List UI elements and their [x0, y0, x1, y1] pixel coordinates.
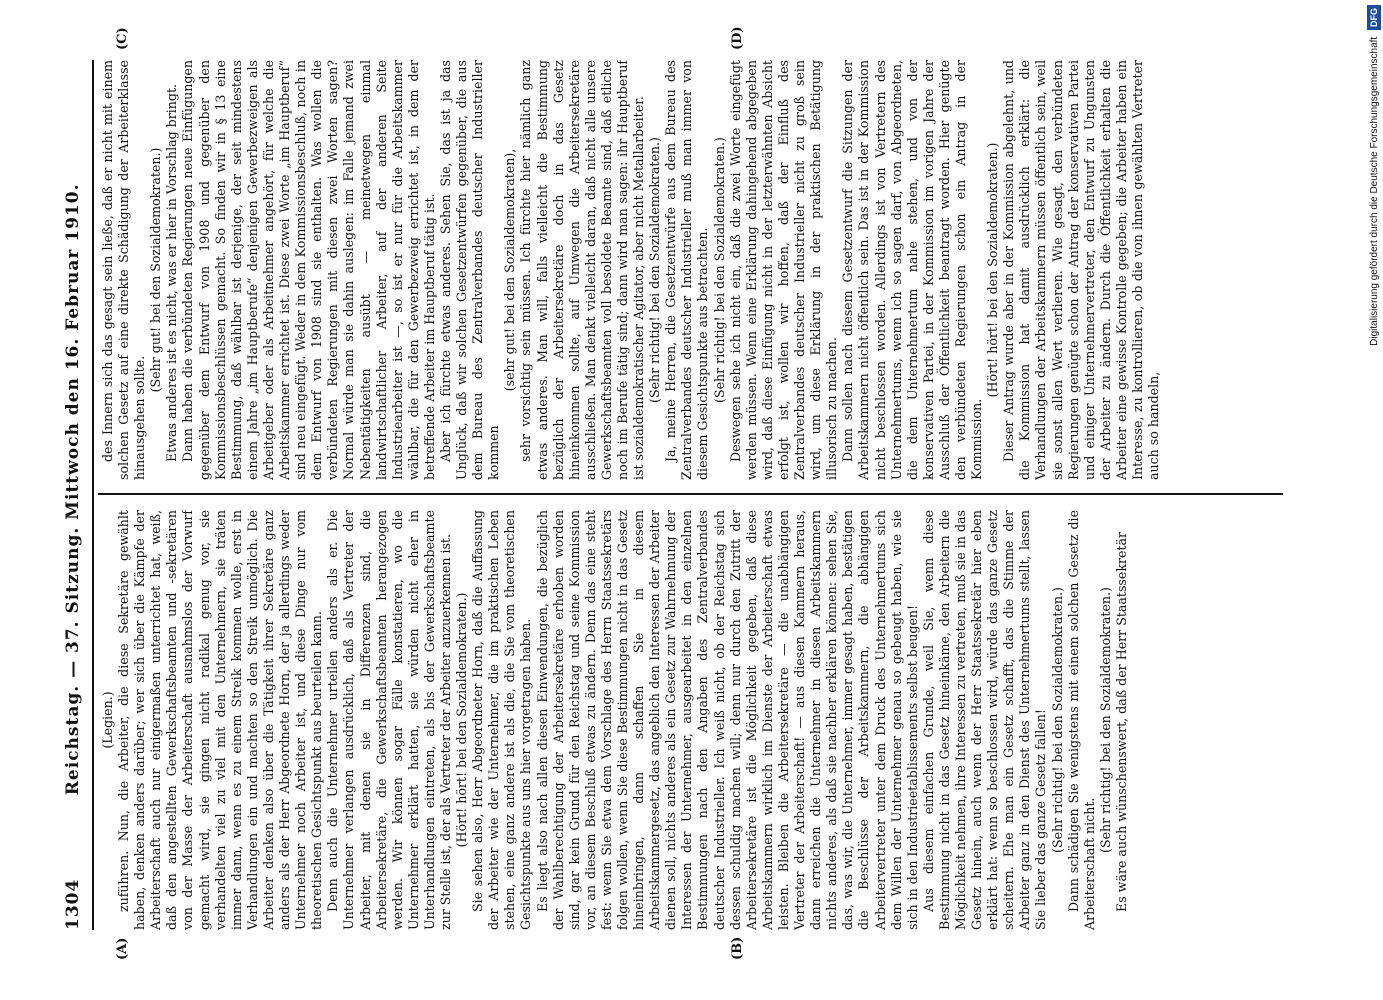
header-rule [92, 60, 94, 930]
paragraph: (Sehr richtig! bei den Sozialdemokraten.) [1097, 587, 1113, 853]
paragraph: Ja, meine Herren, die Gesetzentwürfe aus dem Bureau des Zentralverbandes deutscher Industrieller muß man immer von diesem Gesichtspunkte aus betrachten. [663, 60, 711, 480]
left-column [100, 510, 1280, 930]
page-header [55, 60, 91, 930]
paragraph: (Sehr gut! bei den Sozialdemokraten.) [148, 147, 164, 393]
digitization-footer [1367, 5, 1381, 995]
paragraph: Dieser Antrag wurde aber in der Kommission abgelehnt, und die Kommission hat damit ausdrücklich erklärt: die Verhandlungen der Arbeitskammern müssen öffentlich sein, weil sie sonst allen Wert verlieren. Wie gesagt, den verbündeten Regierungen genügte schon der Antrag der konservativen Partei und einiger Unternehmervertreter, den Entwurf zu Ungunsten der Arbeiter zu ändern. Durch die Öffentlichkeit erhalten die Arbeiter eine gewisse Kontrolle gegeben; die Arbeiter haben ein Interesse, zu kontrollieren, ob die von ihnen gewählten Vertreter auch so handeln, [1001, 60, 1162, 480]
paragraph: (Sehr richtig! bei den Sozialdemokraten.) [711, 137, 727, 403]
paragraph: (Legien.) [100, 691, 115, 749]
paragraph: (Hört! hört! bei den Sozialdemokraten.) [454, 592, 470, 848]
paragraph: zuführen. Nun, die Arbeiter, die diese Sekretäre gewählt haben, denken anders darüber; wer sich über die Kämpfe der Arbeiterschaft auch nur einigermaßen unterrichtet hat, weiß, daß den angestellten Gewerkschaftsbeamten und -sekretären von der Masse der Arbeiterschaft ausnahmslos der Vorwurf gemacht wird, sie gingen nicht radikal genug vor, sie verhandelten viel zu viel mit den Unternehmern, sie träten immer dann, wenn es zu einem Streik kommen wolle, erst in Verhandlungen ein und machten so den Streik unmöglich. Die Arbeiter denken also über die Tätigkeit ihrer Sekretäre ganz anders als der Herr Abgeordnete Horn, der ja allerdings weder Unternehmer noch Arbeiter ist, und diese Dinge nur vom theoretischen Gesichtspunkt aus beurteilen kann. [116, 510, 325, 930]
paragraph: Dann haben die verbündeten Regierungen neue Einfügungen gegenüber dem Entwurf von 1908 und gegenüber den Kommissionsbeschlüssen gemacht. So finden wir in § 13 eine Bestimmung, daß wählbar ist derjenige, der seit mindestens einem Jahre „im Hauptberufe“ denjenigen Gewerbezweigen als Arbeitgeber oder als Arbeitnehmer angehört, für welche die Arbeitskammer errichtet ist. Diese zwei Worte „im Hauptberuf“ sind neu eingefügt. Weder in dem Kommissionsbeschluß, noch in dem Entwurf von 1908 sind sie enthalten. Was wollen die verbündeten Regierungen mit diesen zwei Worten sagen? Normal würde man sie dahin auslegen: im Falle jemand zwei Nebentätigkeiten ausübt — meinetwegen einmal landwirtschaftlicher Arbeiter, auf der anderen Seite Industriearbeiter ist —, so ist er nur für die Arbeitskammer wählbar, die für den Gewerbezweig errichtet ist, in dem der betreffende Arbeiter im Hauptberuf tätig ist. [180, 60, 437, 480]
paragraph: sehr vorsichtig sein müssen. Ich fürchte hier nämlich ganz etwas anderes. Man will, falls vielleicht die Bestimmung bezüglich der Arbeitersekretäre doch in das Gesetz hineinkommen sollte, auf Umwegen die Arbeitersekretäre ausschließen. Man denkt vielleicht daran, daß nicht alle unsere Gewerkschaftsbeamten voll besoldete Beamte sind, daß etliche noch im Berufe tätig sind; dann wird man sagen: ihr Hauptberuf ist sozialdemokratischer Agitator, aber nicht Metallarbeiter. [518, 60, 647, 480]
dfg-logo: DFG [1367, 5, 1381, 30]
paragraph: Dann sollen nach diesem Gesetzentwurf die Sitzungen der Arbeitskammern nicht öffentlich sein. Das ist in der Kommission nicht beschlossen worden. Allerdings ist von Vertretern des Unternehmertums, wenn ich so sagen darf, von Abgeordneten, die dem Unternehmertum nahe stehen, und von der konservativen Partei, in der Kommission im vorigen Jahre der Ausschluß der Öffentlichkeit beantragt worden. Hier genügte den verbündeten Regierungen schon ein Antrag in der Kommission. [840, 60, 985, 480]
paragraph: (Sehr richtig! bei den Sozialdemokraten.) [1049, 587, 1065, 853]
paragraph: Denn auch die Unternehmer urteilen anders als er. Die Unternehmer verlangen ausdrücklich, daß als Vertreter der Arbeiter, mit denen sie in Differenzen sind, die Arbeitersekretäre, die Gewerkschaftsbeamten herangezogen werden. Wir können sogar Fälle konstatieren, wo die Unternehmer erklärt hatten, sie würden nicht eher in Unterhandlungen eintreten, als bis der Gewerkschaftsbeamte zur Stelle ist, der als Vertreter der Arbeiter anzuerkennen ist. [325, 510, 453, 930]
paragraph: Aber ich fürchte etwas anderes. Sehen Sie, das ist ja das Unglück, daß wir solchen Gesetzentwürfen gegenüber, die aus dem Bureau des Zentralverbandes deutscher Industrieller kommen [437, 60, 502, 480]
margin-marker-b: (B) [730, 936, 745, 960]
paragraph: des Innern sich das gesagt sein ließe, daß er nicht mit einem solchen Gesetz auf eine direkte Schädigung der Arbeiterklasse hinausgehen sollte. [100, 60, 148, 480]
margin-marker-c: (C) [115, 27, 130, 50]
page-title: Reichstag. — 37. Sitzung. Mittwoch den 16. Februar 1910. [63, 183, 83, 796]
paragraph: (Sehr richtig! bei den Sozialdemokraten.) [647, 137, 663, 403]
paragraph: Etwas anderes ist es nicht, was er hier in Vorschlag bringt. [164, 83, 180, 462]
right-column [100, 60, 1280, 480]
page-number: 1304 [63, 878, 83, 930]
margin-marker-a: (A) [115, 937, 130, 960]
paragraph: Sie sehen also, Herr Abgeordneter Horn, daß die Auffassung der Arbeiter wie der Unternehmer, die im praktischen Leben stehen, eine ganz andere ist als die, die Sie vom theoretischen Gesichtspunkte aus uns hier vorgetragen haben. [470, 510, 534, 930]
document-page [40, 26, 1340, 960]
paragraph: Es liegt also nach allen diesen Einwendungen, die bezüglich der Wahlberechtigung der Arbeitersekretäre erhoben worden sind, gar kein Grund für den Reichstag und seine Kommission vor, an diesem Beschluß etwas zu ändern. Denn das eine steht fest: wenn Sie etwa dem Vorschlage des Herrn Staatssekretärs folgen wollen, wenn Sie diese Bestimmungen nicht in das Gesetz hineinbringen, dann schaffen Sie in diesem Arbeitskammergesetz, das angeblich den Interessen der Arbeiter dienen soll, nichts anderes als ein Gesetz zur Wahrnehmung der Interessen der Unternehmer, ausgearbeitet in den einzelnen Bestimmungen nach den Angaben des Zentralverbandes deutscher Industrieller. Ich weiß nicht, ob der Reichstag sich dessen schuldig machen will; denn nur durch den Zutritt der Arbeitersekretäre ist die Möglichkeit gegeben, daß diese Arbeitskammern wirklich im Dienste der Arbeiterschaft etwas leisten. Bleiben die Arbeitersekretäre — die unabhängigen Vertreter der Arbeiterschaft! — aus diesen Kammern heraus, dann erreichen die Unternehmer in diesen Arbeitskammern nichts anderes, als daß sie nachher erklären können: sehen Sie, das, was wir, die Unternehmer, immer gesagt haben, bestätigen die Beschlüsse der Arbeitskammern, die abhängigen Arbeitervertreter unter dem Druck des Unternehmertums sich dem Willen der Unternehmer genau so gebeugt haben, wie sie sich in den Industrieetablissements selbst beugen! [534, 510, 920, 930]
paragraph: (sehr gut! bei den Sozialdemokraten), [502, 148, 518, 392]
paragraph: (Hört! hört! bei den Sozialdemokraten.) [985, 142, 1001, 398]
margin-marker-d: (D) [730, 26, 745, 50]
paragraph: Dann schädigen Sie wenigstens mit einem solchen Gesetz die Arbeiterschaft nicht. [1065, 510, 1097, 930]
column-divider [98, 493, 1283, 495]
digitization-note: Digitalisierung gefördert durch die Deutsche Forschungsgemeinschaft [1369, 36, 1380, 346]
paragraph: Es wäre auch wünschenswert, daß der Herr Staatssekretär [1113, 531, 1129, 912]
paragraph: Deswegen sehe ich nicht ein, daß die zwei Worte eingefügt werden müssen. Wenn eine Erklärung dahingehend abgegeben wird, daß diese Einfügung nicht in der letzterwähnten Absicht erfolgt ist, wollen wir hoffen, daß der Einfluß des Zentralverbandes deutscher Industrieller nicht zu groß sein wird, um diese Erklärung in der praktischen Betätigung illusorisch zu machen. [727, 60, 840, 480]
paragraph: Aus diesem einfachen Grunde, weil Sie, wenn diese Bestimmung nicht in das Gesetz hineinkäme, den Arbeitern die Möglichkeit nehmen, ihre Interessen zu vertreten, muß sie in das Gesetz hinein, auch wenn der Herr Staatssekretär hier eben erklärt hat: wenn so beschlossen wird, würde das ganze Gesetz scheitern. Ehe man ein Gesetz schafft, das die Stimme der Arbeiter ganz in den Dienst des Unternehmertums stellt, lassen Sie lieber das ganze Gesetz fallen! [920, 510, 1049, 930]
